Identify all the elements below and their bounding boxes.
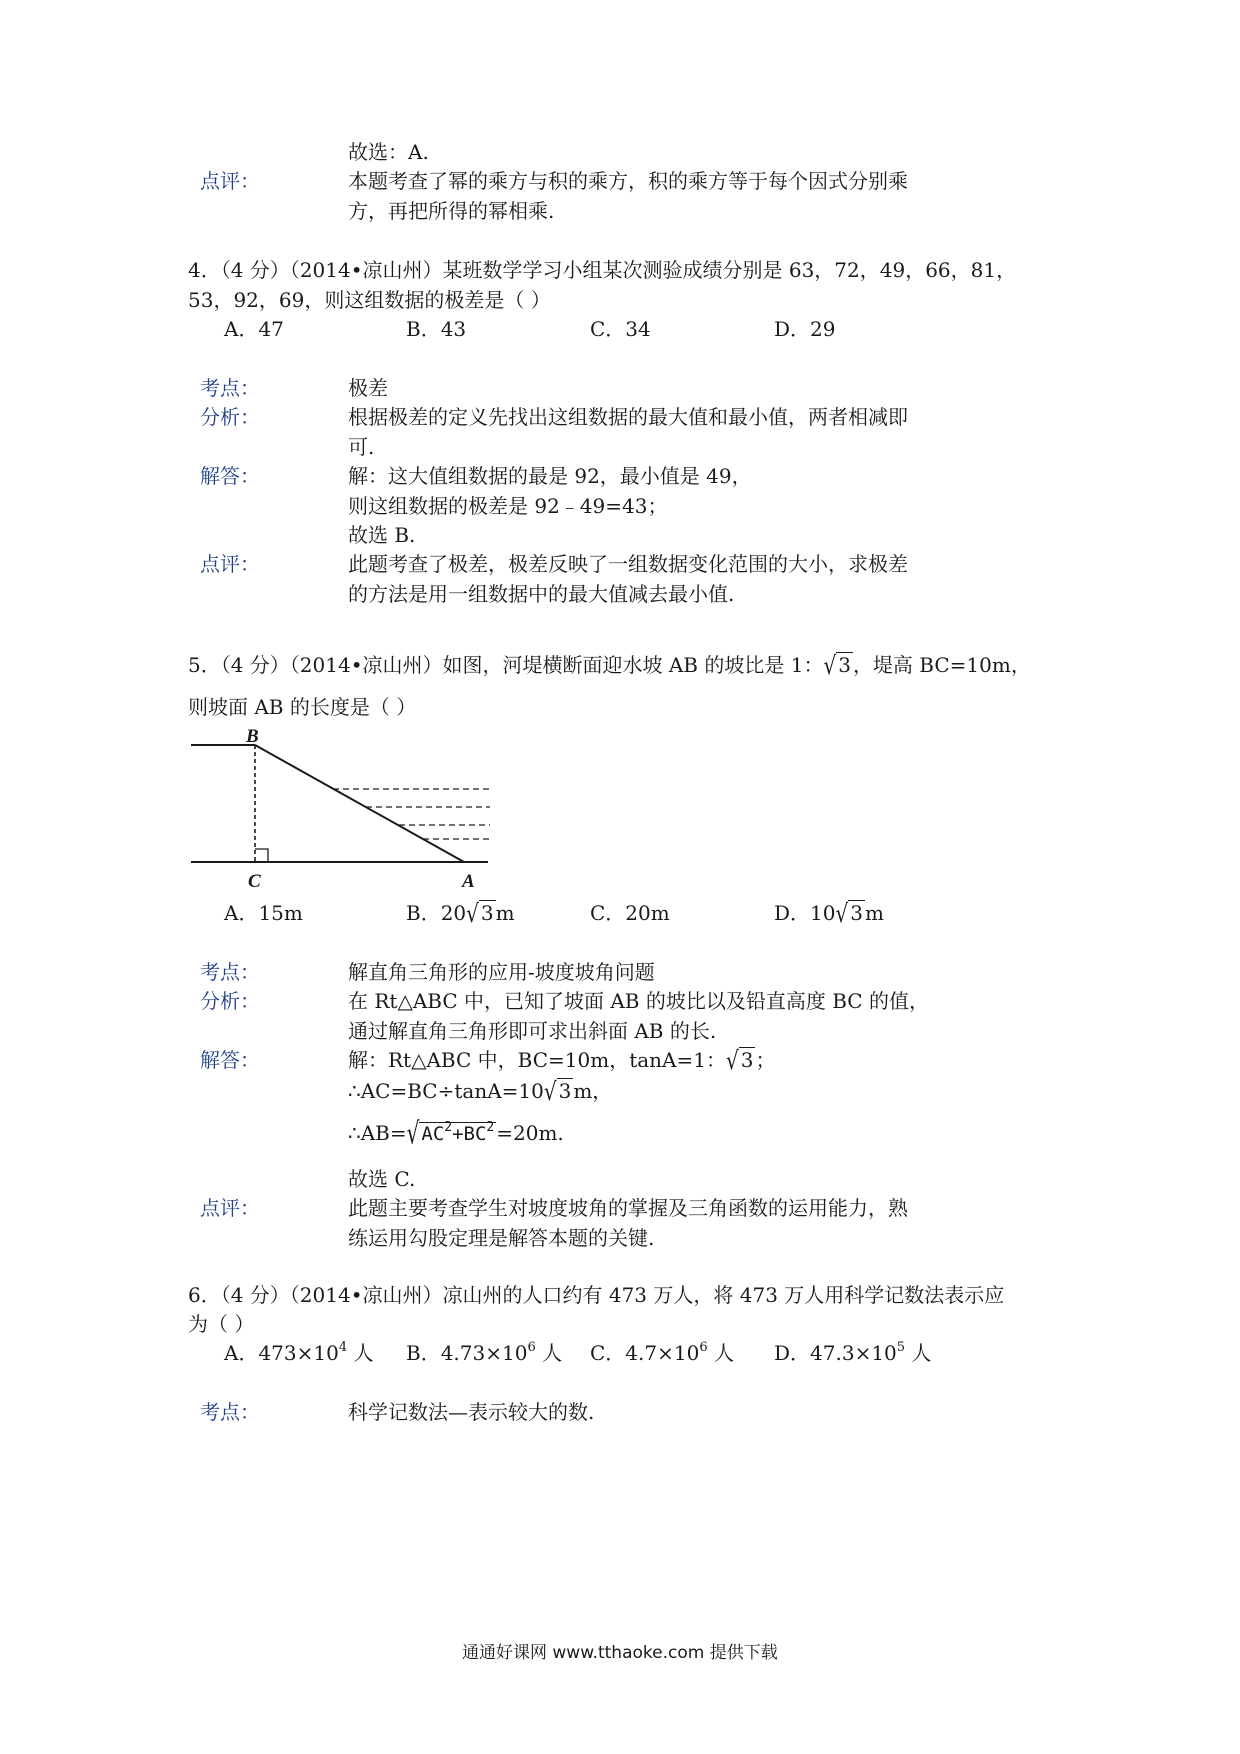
option-c: C．34 (590, 317, 651, 341)
option-b (406, 900, 515, 926)
dianping-label: 点评： (200, 1196, 260, 1220)
exponent: 2 (444, 1120, 453, 1135)
jieda-text: 故选 C. (348, 1167, 416, 1191)
sqrt-symbol: √ 3 (835, 898, 863, 928)
option-text: m (864, 901, 884, 925)
jieda-text-part: ∴AB= (348, 1121, 407, 1145)
jieda-text-part: ∴AC=BC÷tanA=10 (348, 1079, 544, 1103)
option-c (590, 1340, 734, 1366)
option-c: C．20m (590, 901, 670, 925)
jieda-text: 解：这大值组数据的最是 92，最小值是 49， (348, 464, 752, 488)
sqrt-radicand: 3 (740, 1048, 754, 1072)
question-5-stem: 则坡面 AB 的长度是（ ） (188, 695, 417, 719)
option-text: m (495, 901, 515, 925)
option-text: B．4.73×10 (406, 1341, 528, 1365)
fenxi-label: 分析： (200, 989, 260, 1013)
sqrt-symbol: √ $AC^2+BC^2$ (406, 1115, 495, 1151)
vertex-c-label: C (248, 871, 261, 892)
vertex-a-label: A (462, 871, 475, 892)
dianping-label: 点评： (200, 552, 260, 576)
jieda-text-part: 解：Rt△ABC 中，BC=10m，tanA=1： (348, 1048, 726, 1072)
kaodian-text: 极差 (348, 376, 388, 400)
jieda-text-part: =20m. (496, 1121, 564, 1145)
exponent: 5 (896, 1340, 906, 1355)
sqrt-radicand: 3 (838, 653, 851, 677)
sqrt-radicand: 3 (850, 901, 863, 925)
slope-ab (255, 745, 464, 862)
jieda-text: 则这组数据的极差是 92﹣49=43； (348, 494, 668, 518)
fenxi-text: 可. (348, 435, 375, 459)
right-angle-mark (255, 849, 268, 862)
kaodian-label: 考点： (200, 376, 260, 400)
option-a: A．15m (224, 901, 303, 925)
question-4-stem: 53，92，69，则这组数据的极差是（ ） (188, 288, 551, 312)
sqrt-radicand: AC (421, 1123, 445, 1145)
jieda-text (348, 1115, 564, 1151)
question-6-stem: 为（ ） (188, 1312, 255, 1336)
comment-text: 方，再把所得的幂相乘. (348, 199, 555, 223)
kaodian-text: 解直角三角形的应用-坡度坡角问题 (348, 960, 655, 984)
option-d (774, 900, 884, 926)
option-text: A．473×10 (224, 1341, 339, 1365)
comment-text: 本题考查了幂的乘方与积的乘方，积的乘方等于每个因式分别乘 (348, 169, 908, 193)
embankment-figure (188, 725, 498, 900)
option-b: B．43 (406, 317, 467, 341)
sqrt-symbol: √ 3 (466, 898, 494, 928)
jieda-text (348, 1047, 775, 1073)
question-5-stem (188, 652, 1031, 678)
option-text: D．47.3×10 (774, 1341, 897, 1365)
option-d: D．29 (774, 317, 836, 341)
option-text: 人 (707, 1341, 734, 1365)
fenxi-label: 分析： (200, 405, 260, 429)
fenxi-text: 通过解直角三角形即可求出斜面 AB 的长. (348, 1019, 717, 1043)
option-text: C．4.7×10 (590, 1341, 700, 1365)
option-a (224, 1340, 373, 1366)
exponent: 6 (527, 1340, 536, 1355)
sqrt-radicand: 3 (480, 901, 494, 925)
jieda-text: 故选 B. (348, 523, 416, 547)
exponent: 2 (486, 1120, 495, 1135)
option-d (774, 1340, 931, 1366)
question-5-stem-text: ，堤高 BC=10m， (852, 653, 1031, 677)
sqrt-symbol: √ 3 (543, 1076, 572, 1106)
dianping-text: 此题主要考查学生对坡度坡角的掌握及三角函数的运用能力，熟 (348, 1196, 908, 1220)
dianping-text: 此题考查了极差，极差反映了一组数据变化范围的大小，求极差 (348, 552, 908, 576)
footer-text: 通通好课网 www.tthaoke.com 提供下载 (462, 1643, 778, 1663)
sqrt-symbol: √ 3 (823, 650, 851, 680)
jieda-label: 解答： (200, 464, 260, 488)
vertex-b-label: B (246, 726, 259, 747)
option-text: D．10 (774, 901, 836, 925)
kaodian-label: 考点： (200, 1400, 260, 1424)
dianping-text: 的方法是用一组数据中的最大值减去最小值. (348, 582, 735, 606)
sqrt-symbol: √ 3 (725, 1045, 754, 1075)
question-4-stem: 4．（4 分）（2014•凉山州）某班数学学习小组某次测验成绩分别是 63，72，49，66，81， (188, 258, 1017, 282)
exponent: 6 (699, 1340, 708, 1355)
question-6-stem: 6．（4 分）（2014•凉山州）凉山州的人口约有 473 万人，将 473 万人用科学记数法表示应 (188, 1283, 1005, 1307)
option-a: A．47 (224, 317, 284, 341)
comment-label: 点评： (200, 169, 260, 193)
kaodian-text: 科学记数法—表示较大的数. (348, 1400, 595, 1424)
sqrt-radicand: +BC (452, 1123, 487, 1145)
kaodian-label: 考点： (200, 960, 260, 984)
option-text: B．20 (406, 901, 467, 925)
question-5-stem-text: 5．（4 分）（2014•凉山州）如图，河堤横断面迎水坡 AB 的坡比是 1： (188, 653, 824, 677)
exponent: 4 (338, 1340, 348, 1355)
option-b (406, 1340, 562, 1366)
fenxi-text: 在 Rt△ABC 中，已知了坡面 AB 的坡比以及铅直高度 BC 的值， (348, 989, 929, 1013)
jieda-text-part: m， (573, 1079, 613, 1103)
jieda-text (348, 1078, 612, 1104)
option-text: 人 (535, 1341, 563, 1365)
fenxi-text: 根据极差的定义先找出这组数据的最大值和最小值，两者相减即 (348, 405, 908, 429)
option-text: 人 (347, 1341, 374, 1365)
answer-line: 故选：A. (348, 140, 429, 164)
jieda-text-part: ； (755, 1048, 776, 1072)
dianping-text: 练运用勾股定理是解答本题的关键. (348, 1226, 655, 1250)
sqrt-radicand: 3 (558, 1079, 572, 1103)
option-text: 人 (905, 1341, 932, 1365)
jieda-label: 解答： (200, 1048, 260, 1072)
